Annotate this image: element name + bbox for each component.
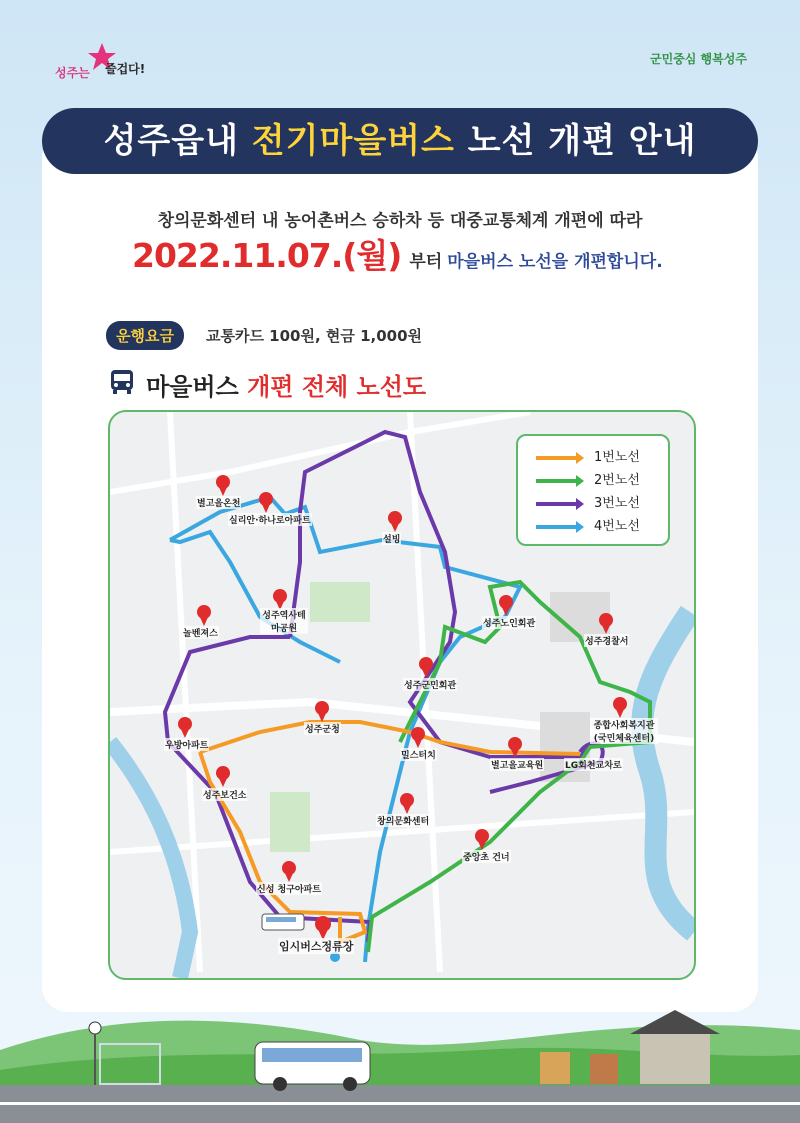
title-part-2: 노선 개편 안내: [454, 121, 697, 161]
legend-route-2: [536, 469, 640, 487]
legend-label: 2번노선: [594, 473, 640, 488]
pin-icon[interactable]: [475, 829, 489, 850]
legend-swatch: [536, 456, 578, 460]
intro-line-2: [132, 230, 663, 277]
pin-icon[interactable]: [216, 475, 230, 496]
pin-icon[interactable]: [259, 492, 273, 513]
seongju-slogan-logo: [55, 48, 155, 82]
map-title-red: 개편 전체 노선도: [247, 373, 427, 401]
fare-text: 교통카드 100원, 현금 1,000원: [206, 327, 423, 345]
stop-label: 성주역사테마공원: [260, 608, 308, 634]
stop-label: 창의문화센터: [376, 814, 430, 827]
legend-label: 4번노선: [594, 519, 640, 534]
pin-icon[interactable]: [273, 589, 287, 610]
page-title: [42, 108, 758, 174]
stop-label: 별고을온천: [196, 496, 241, 509]
pin-icon[interactable]: [400, 793, 414, 814]
legend-label: 3번노선: [594, 496, 640, 511]
legend-swatch: [536, 479, 578, 483]
landscape-illustration: [0, 990, 800, 1123]
slogan-text-2: 즐겁다!: [105, 62, 146, 76]
stop-label: 실리안·하나로아파트: [228, 513, 312, 526]
slogan-text-1: 성주는: [55, 66, 90, 80]
map-title: [146, 367, 426, 402]
pin-icon[interactable]: [508, 737, 522, 758]
stop-label: 신성 청구아파트: [256, 882, 322, 895]
stop-label: 성주보건소: [202, 788, 247, 801]
title-part-1: 성주읍내: [103, 121, 252, 161]
effective-date: 2022.11.07.(월): [132, 236, 402, 275]
pin-icon[interactable]: [216, 766, 230, 787]
legend-route-3: [536, 492, 640, 510]
intro-line-1: 창의문화센터 내 농어촌버스 승하차 등 대중교통체계 개편에 따라: [157, 211, 643, 231]
stop-label: 성주군민회관: [403, 678, 457, 691]
stop-label: 임시버스정류장: [279, 940, 354, 953]
stop-label: 별고을교육원: [490, 758, 544, 771]
pin-icon[interactable]: [315, 701, 329, 722]
legend-swatch: [536, 502, 578, 506]
legend-label: 1번노선: [594, 450, 640, 465]
stop-label: 설빙: [382, 532, 401, 545]
bus-icon: [108, 368, 136, 396]
stop-label: 성주노인회관: [482, 616, 536, 629]
pin-icon[interactable]: [197, 605, 211, 626]
stop-label: 놀벤져스: [182, 626, 219, 639]
pin-icon[interactable]: [315, 916, 331, 940]
legend-route-4: [536, 515, 640, 533]
route-legend: [516, 434, 670, 546]
stop-label: 성주군청: [304, 722, 341, 735]
intro-from: 부터: [409, 252, 443, 272]
intro-notice: 마을버스 노선을 개편합니다.: [447, 252, 663, 272]
stop-label: 종합사회복지관(국민체육센터): [590, 718, 658, 744]
stop-label: 밀스터치: [400, 748, 437, 761]
route-map[interactable]: [108, 410, 696, 980]
pin-icon[interactable]: [613, 697, 627, 718]
pin-icon[interactable]: [388, 511, 402, 532]
pin-icon[interactable]: [499, 595, 513, 616]
map-title-part-1: 마을버스: [146, 373, 248, 401]
pin-icon[interactable]: [282, 861, 296, 882]
stop-label: 중앙초 건너: [462, 850, 511, 863]
legend-swatch: [536, 525, 578, 529]
county-slogan: 군민중심 행복성주: [650, 52, 747, 66]
stop-label: LG회천교차로: [564, 758, 623, 771]
fare-badge: 운행요금: [106, 321, 184, 350]
title-highlight: 전기마을버스: [251, 121, 455, 161]
stop-label: 우방아파트: [164, 738, 209, 751]
pin-icon[interactable]: [411, 727, 425, 748]
stop-label: 성주경찰서: [584, 634, 629, 647]
legend-route-1: [536, 446, 640, 464]
